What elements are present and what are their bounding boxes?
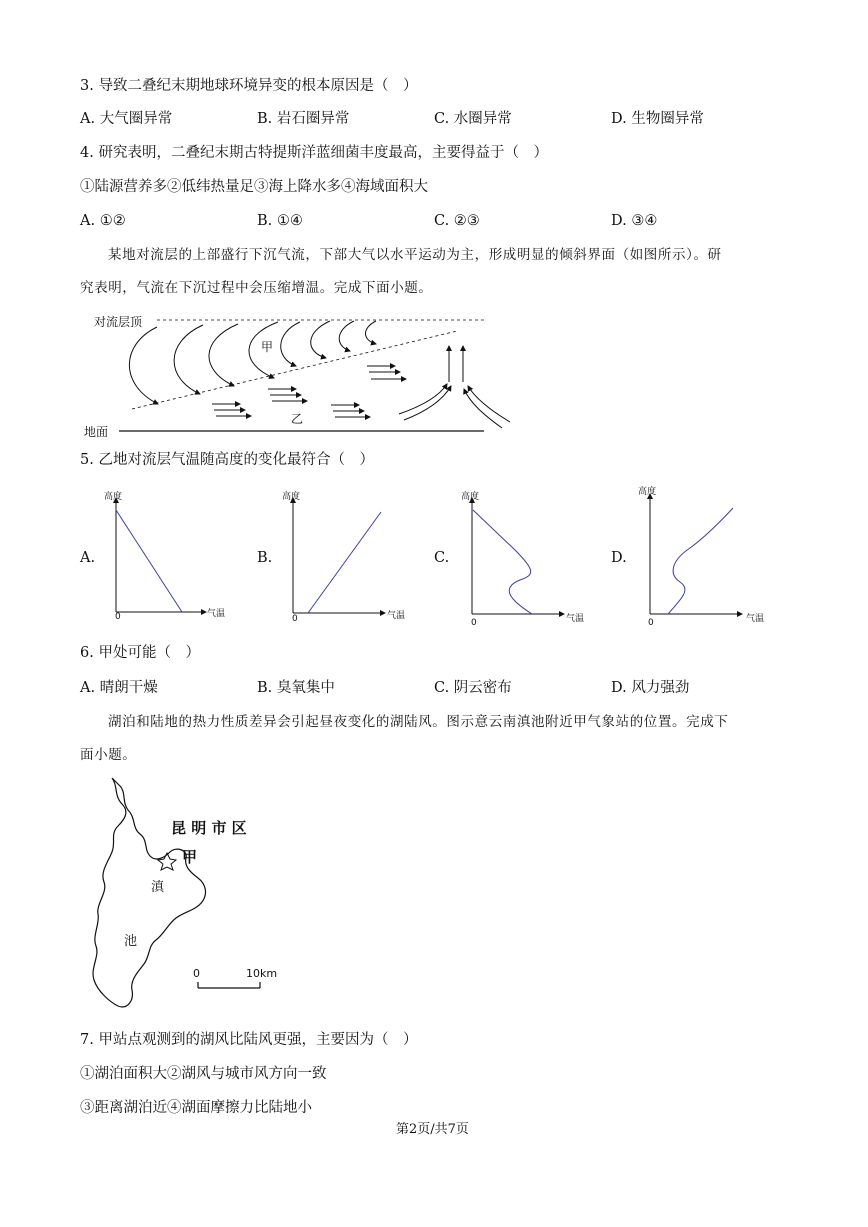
q6-option-b: B. 臭氧集中 xyxy=(257,680,335,696)
graph-c-xlabel: 气温 xyxy=(566,614,585,624)
q3-stem: 3. 导致二叠纪末期地球环境异变的根本原因是（ ） xyxy=(80,78,418,94)
q6-option-c: C. 阴云密布 xyxy=(434,680,512,696)
q4-option-a: A. ①② xyxy=(80,213,126,229)
q3-option-c: C. 水圈异常 xyxy=(434,111,512,127)
graph-d-xlabel: 气温 xyxy=(746,614,765,624)
jia-label: 甲 xyxy=(261,340,274,354)
q6-option-d: D. 风力强劲 xyxy=(611,680,690,696)
q4-stem: 4. 研究表明，二叠纪末期古特提斯洋蓝细菌丰度最高，主要得益于（ ） xyxy=(80,145,548,161)
passage1-line2: 究表明，气流在下沉过程中会压缩增温。完成下面小题。 xyxy=(80,280,433,296)
lake-char-dian: 滇 xyxy=(151,880,165,895)
q6-stem: 6. 甲处可能（ ） xyxy=(80,645,200,661)
graph-d-ylabel: 高度 xyxy=(638,487,657,497)
q6-option-a: A. 晴朗干燥 xyxy=(80,680,158,696)
q7-stem: 7. 甲站点观测到的湖风比陆风更强，主要因为（ ） xyxy=(80,1032,418,1048)
station-jia-label: 甲 xyxy=(182,848,198,866)
q4-option-d: D. ③④ xyxy=(611,213,658,229)
q4-option-c: C. ②③ xyxy=(434,213,480,229)
q4-option-b: B. ①④ xyxy=(257,213,303,229)
graph-c-ylabel: 高度 xyxy=(461,492,480,502)
tropopause-label: 对流层顶 xyxy=(94,315,143,329)
graph-d-letter: D. xyxy=(611,550,627,566)
passage2-line1: 湖泊和陆地的热力性质差异会引起昼夜变化的湖陆风。图示意云南滇池附近甲气象站的位置。完成下 xyxy=(108,714,729,730)
yi-label: 乙 xyxy=(291,412,304,426)
q7-items-2: ③距离湖泊近④湖面摩擦力比陆地小 xyxy=(80,1100,312,1116)
passage2-line2: 面小题。 xyxy=(80,747,137,763)
graph-b-origin: 0 xyxy=(292,614,298,624)
lake-char-chi: 池 xyxy=(124,934,138,949)
kunming-city-label: 昆 明 市 区 xyxy=(171,819,247,837)
passage1-line1: 某地对流层的上部盛行下沉气流，下部大气以水平运动为主，形成明显的倾斜界面（如图所示）。研 xyxy=(108,247,722,263)
scale-length: 10km xyxy=(246,967,278,980)
graph-c-origin: 0 xyxy=(471,618,477,628)
graph-b-xlabel: 气温 xyxy=(387,611,406,621)
q3-option-d: D. 生物圈异常 xyxy=(611,111,704,127)
q5-stem: 5. 乙地对流层气温随高度的变化最符合（ ） xyxy=(80,452,374,468)
graph-b-letter: B. xyxy=(257,550,273,566)
q4-items: ①陆源营养多②低纬热量足③海上降水多④海域面积大 xyxy=(80,179,428,195)
q3-option-a: A. 大气圈异常 xyxy=(80,111,173,127)
page-number: 第2页/共7页 xyxy=(396,1122,469,1137)
q7-items-1: ①湖泊面积大②湖风与城市风方向一致 xyxy=(80,1066,327,1082)
graph-b-ylabel: 高度 xyxy=(282,492,301,502)
graph-c-letter: C. xyxy=(434,550,450,566)
graph-a-xlabel: 气温 xyxy=(207,609,226,619)
graph-d-origin: 0 xyxy=(648,618,654,628)
scale-zero: 0 xyxy=(193,967,200,980)
lake-outline xyxy=(93,778,205,1007)
graph-a-ylabel: 高度 xyxy=(104,492,123,502)
ground-label: 地面 xyxy=(84,425,109,439)
station-star-icon xyxy=(158,853,176,870)
graph-a-origin: 0 xyxy=(115,612,121,622)
q3-option-b: B. 岩石圈异常 xyxy=(257,111,350,127)
graph-a-letter: A. xyxy=(80,550,96,566)
